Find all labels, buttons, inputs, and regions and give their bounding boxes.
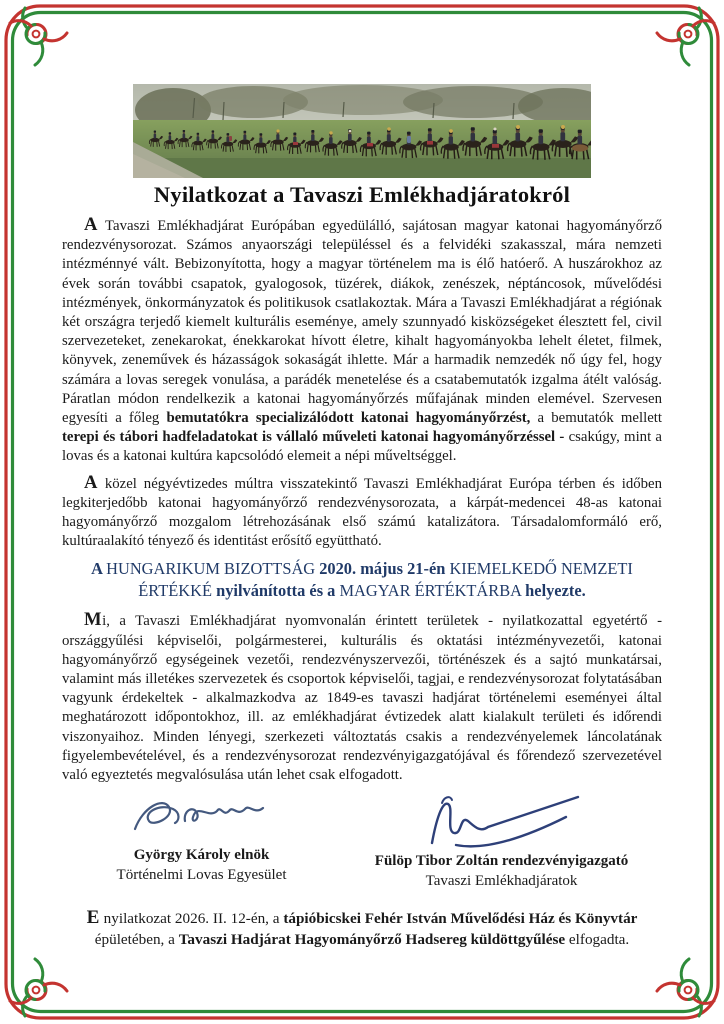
signature-block xyxy=(62,791,662,891)
signer-organization: Tavaszi Emlékhadjáratok xyxy=(425,873,578,890)
signature-right-scribble xyxy=(412,791,592,849)
paragraph-declaration: Mi, a Tavaszi Emlékhadjárat nyomvonalán érintett területek - nyilatkozattal egyetértő - országgyűlési képviselői, polgármesterei, kulturális és oktatási intézményvezetői, katonai hagyományőrző egységeinek vezetői, rendezvényszervezői, történészek és a sajtó munkatársai, valamint más illetékes szervezetek és csoportok képviselői, tagjai, e rendezvénysorozat folytatásában vagyunk érdekeltek - alkalmazkodva az 1849-es tavaszi hadjárat történelemi eseményei által meghatározott időpontokhoz, ill. az emlékhadjárat évtizedek alatt kialakult területi és időrendi viszonyaihoz. Minden lényegi, szerkezeti változtatás csakis a rendezvényelemek láncolatának figyelembevételével, és a rendezvénysorozat rendezvényigazgatójával és főrendező szervezetével való egyeztetés megvalósulása után lehet csak elfogadott. xyxy=(62,609,662,784)
closing-statement: E nyilatkozat 2026. II. 12-én, a tápióbicskei Fehér István Művelődési Ház és Könyvtár épületében, a Tavaszi Hadjárat Hagyományőrző Hadsereg küldöttgyűlése elfogadta. xyxy=(86,907,638,949)
hungarikum-statement: A HUNGARIKUM BIZOTTSÁG 2020. május 21-én KIEMELKEDŐ NEMZETI ÉRTÉKKÉ nyilvánította és a MAGYAR ÉRTÉKTÁRBA helyezte. xyxy=(91,559,633,601)
signer-organization: Történelmi Lovas Egyesület xyxy=(116,867,287,884)
signature-left xyxy=(62,791,341,891)
cavalry-photo xyxy=(133,84,591,178)
signature-right xyxy=(341,791,662,891)
paragraph-intro: A Tavaszi Emlékhadjárat Európában egyedülálló, sajátosan magyar katonai hagyományőrző rendezvénysorozat. Számos anyaországi településsel és a felvidéki szakasszal, mára nemzeti intézménnyé vált. Bebizonyította, hogy a magyar történelem ma is élő hatóerő. A huszárokhoz az évek során további csapatok, gyalogosok, tüzérek, diákok, zenészek, néptáncosok, művelődési intézmények, önkormányzatok és politikusok csatlakoztak. Mára a Tavaszi Emlékhadjárat a régiónak két országra terjedő kiemelt kulturális eseménye, amely szunnyadó kisközségeket élesztett fel, civil szervezeteket, zenekarokat, énekkarokat hívott életre, kihalt hagyományokba lehelt életet, filmek, könyvek, zeneművek és házasságok sokaságát ihlette. Már a harmadik nemzedék nő úgy fel, hogy számára a lovas seregek vonulása, a parádék menetelése és a csatabemutatók izgalma átélt valóság. Páratlan módon rendelkezik a katonai hagyományőrzés műfajának minden elemével. Szervesen egyesíti a főleg bemutatókra specializálódott katonai hagyományőrzést, a bemutatók mellett terepi és tábori hadfeladatokat is vállaló műveleti katonai hagyományőrzéssel - csakúgy, mint a lovas és a katonai kultúra kapcsolódó elemeit a népi műveltséggel. xyxy=(62,214,662,465)
document-body xyxy=(62,84,662,950)
page-title: Nyilatkozat a Tavaszi Emlékhadjáratokról xyxy=(153,182,571,207)
paragraph-history: A közel négyévtizedes múltra visszatekintő Tavaszi Emlékhadjárat Európa térben és időben legkiterjedőbb katonai hagyományőrző rendezvénysorozata, a kárpát-medencei 48-as katonai hagyományőrző mozgalom létrehozásának első számú katalizátora. Társadalomformáló erő, kultúraalakító tényező és identitást erősítő együttható. xyxy=(62,471,662,550)
cavalry-photo-image xyxy=(133,84,591,178)
signer-name: György Károly elnök xyxy=(133,847,270,864)
signature-left-scribble xyxy=(127,791,277,843)
signer-name: Fülöp Tibor Zoltán rendezvényigazgató xyxy=(374,853,629,870)
